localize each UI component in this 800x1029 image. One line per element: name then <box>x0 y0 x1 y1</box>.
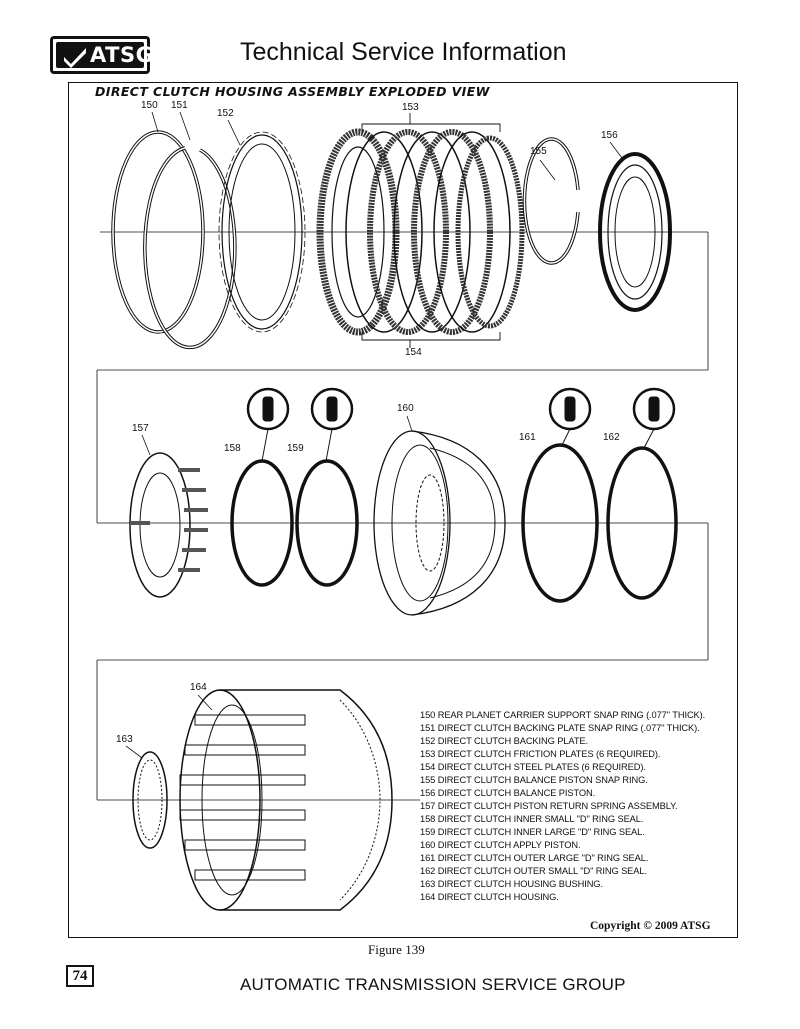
legend-item: 164 DIRECT CLUTCH HOUSING. <box>420 892 559 902</box>
return-spring-157 <box>130 453 208 597</box>
callout-156: 156 <box>601 130 618 141</box>
legend-item: 154 DIRECT CLUTCH STEEL PLATES (6 REQUIRED). <box>420 762 646 772</box>
callout-152: 152 <box>217 108 234 119</box>
callout-154: 154 <box>405 347 422 358</box>
callout-157: 157 <box>132 423 149 434</box>
legend-item: 153 DIRECT CLUTCH FRICTION PLATES (6 REQUIRED). <box>420 749 661 759</box>
callout-161: 161 <box>519 432 536 443</box>
snap-ring-155 <box>524 139 578 263</box>
diagram-title: DIRECT CLUTCH HOUSING ASSEMBLY EXPLODED VIEW <box>95 84 490 99</box>
logo-text: ATSG <box>90 43 154 67</box>
callout-159: 159 <box>287 443 304 454</box>
legend-item: 163 DIRECT CLUTCH HOUSING BUSHING. <box>420 879 603 889</box>
callout-155: 155 <box>530 146 547 157</box>
callout-153: 153 <box>402 102 419 113</box>
callout-158: 158 <box>224 443 241 454</box>
callout-151: 151 <box>171 100 188 111</box>
legend-item: 155 DIRECT CLUTCH BALANCE PISTON SNAP RING. <box>420 775 648 785</box>
legend-item: 162 DIRECT CLUTCH OUTER SMALL "D" RING SEAL. <box>420 866 647 876</box>
legend-item: 157 DIRECT CLUTCH PISTON RETURN SPRING ASSEMBLY. <box>420 801 678 811</box>
seal-profile-magnifiers <box>248 389 674 461</box>
callout-162: 162 <box>603 432 620 443</box>
figure-caption: Figure 139 <box>368 942 425 957</box>
legend-item: 152 DIRECT CLUTCH BACKING PLATE. <box>420 736 588 746</box>
callout-164: 164 <box>190 682 207 693</box>
clutch-pack-153-154 <box>320 113 522 348</box>
callout-150: 150 <box>141 100 158 111</box>
page-title: Technical Service Information <box>240 38 567 66</box>
legend-item: 151 DIRECT CLUTCH BACKING PLATE SNAP RING (.077" THICK). <box>420 723 700 733</box>
callout-163: 163 <box>116 734 133 745</box>
legend-item: 150 REAR PLANET CARRIER SUPPORT SNAP RING (.077" THICK). <box>420 710 706 720</box>
legend-item: 161 DIRECT CLUTCH OUTER LARGE "D" RING SEAL. <box>420 853 649 863</box>
legend-item: 159 DIRECT CLUTCH INNER LARGE "D" RING SEAL. <box>420 827 645 837</box>
snap-ring-151 <box>145 148 235 347</box>
parts-legend <box>420 709 705 904</box>
page-number: 74 <box>66 965 94 987</box>
copyright: Copyright © 2009 ATSG <box>590 920 711 932</box>
legend-item: 156 DIRECT CLUTCH BALANCE PISTON. <box>420 788 596 798</box>
legend-item: 158 DIRECT CLUTCH INNER SMALL "D" RING SEAL. <box>420 814 644 824</box>
callout-160: 160 <box>397 403 414 414</box>
legend-item: 160 DIRECT CLUTCH APPLY PISTON. <box>420 840 581 850</box>
footer-organization: AUTOMATIC TRANSMISSION SERVICE GROUP <box>240 975 626 994</box>
